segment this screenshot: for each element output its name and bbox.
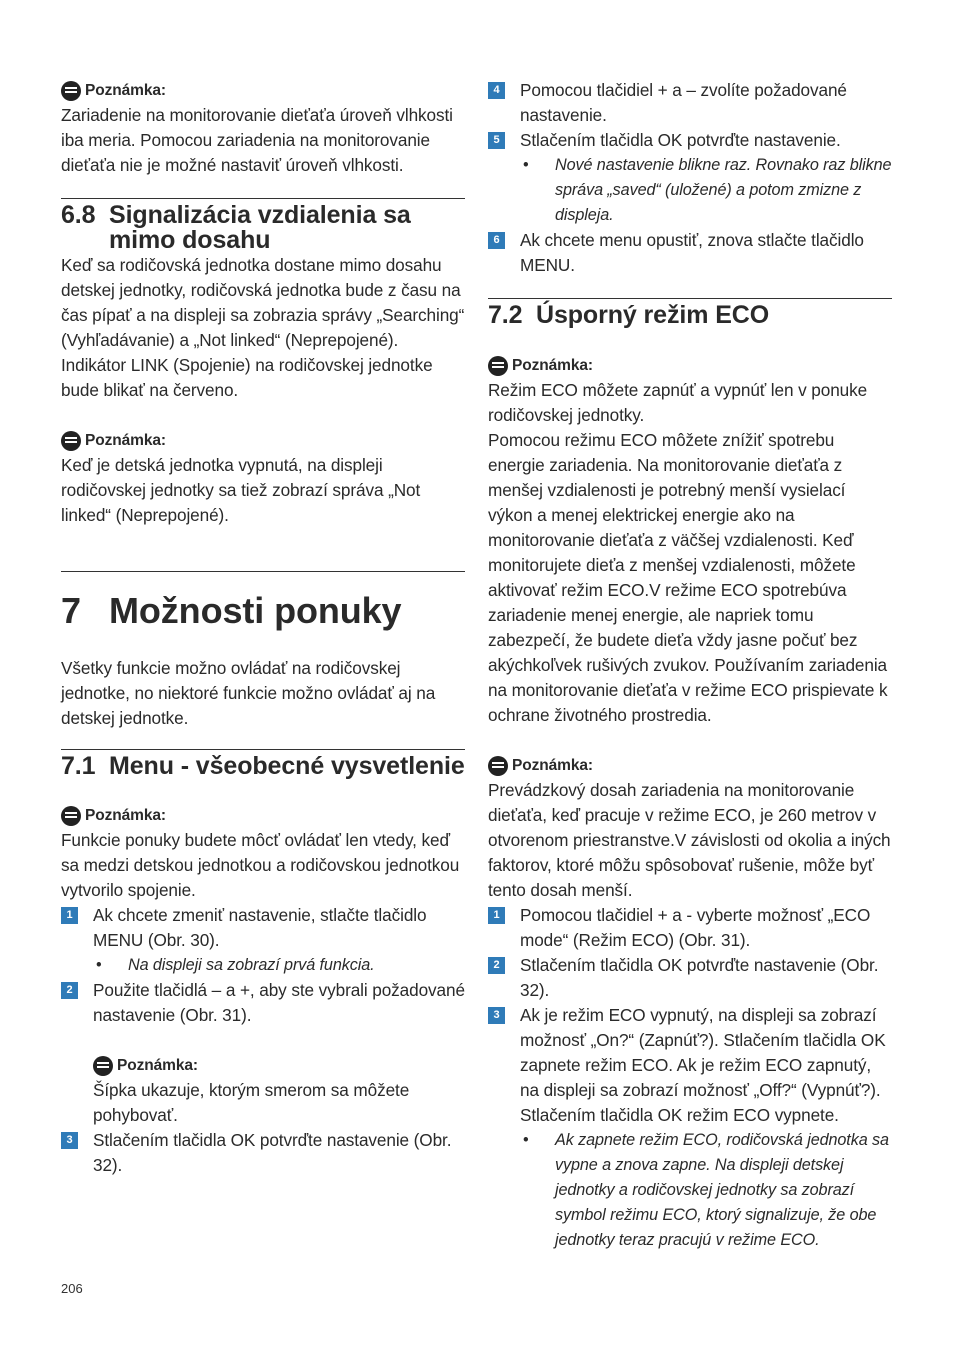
note-icon [61, 81, 81, 101]
section-heading-7-1 [61, 754, 465, 779]
step-number: 1 [61, 907, 78, 924]
step-number: 6 [488, 232, 505, 249]
note-text: Keď je detská jednotka vypnutá, na displeji rodičovskej jednotky sa tiež zobrazí správa „Not linked“ (Neprepojené). [61, 455, 421, 525]
section-title: Signalizácia vzdialenia sa mimo dosahu [109, 201, 411, 254]
note-text: Šípka ukazuje, ktorým smerom sa môžete pohybovať. [93, 1080, 410, 1125]
body-paragraph: Všetky funkcie možno ovládať na rodičovskej jednotke, no niektoré funkcie možno ovládať aj na detskej jednotke. [61, 658, 436, 728]
note-block [93, 1053, 465, 1128]
chapter-number: 7 [61, 590, 81, 631]
step-number: 5 [488, 132, 505, 149]
step-text: Ak chcete menu opustiť, znova stlačte tlačidlo MENU. [520, 230, 864, 275]
left-column [61, 78, 465, 1178]
note-heading [488, 353, 892, 378]
step-number: 3 [488, 1007, 505, 1024]
section-title: Úsporný režim ECO [536, 301, 770, 329]
bullet-dot: • [96, 956, 102, 974]
bullet-text: Ak zapnete režim ECO, rodičovská jednotka sa vypne a znova zapne. Na displeji detskej jednotky a rodičovskej jednotky sa zobrazí symbol režimu ECO, ktorý signalizuje, že obe jednotky teraz pracujú v režime ECO. [555, 1131, 889, 1249]
bullet-item [520, 153, 892, 228]
step-number: 1 [488, 907, 505, 924]
step-item [488, 953, 892, 1003]
bullet-text: Nové nastavenie blikne raz. Rovnako raz blikne správa „saved“ (uložené) a potom zmizne z displeja. [555, 156, 892, 224]
note-heading [61, 803, 465, 828]
note-icon [488, 756, 508, 776]
note-label: Poznámka: [512, 357, 593, 374]
note-text: Funkcie ponuky budete môcť ovládať len vtedy, keď sa medzi detskou jednotkou a rodičovskou jednotkou vytvorilo spojenie. [61, 830, 460, 900]
note-heading [61, 428, 465, 453]
note-label: Poznámka: [85, 82, 166, 99]
step-item [61, 1128, 465, 1178]
note-heading [488, 753, 892, 778]
chapter-heading-7 [61, 591, 465, 631]
chapter-divider [61, 571, 465, 572]
section-number: 7.1 [61, 752, 96, 780]
note-label: Poznámka: [117, 1057, 198, 1074]
section-divider [61, 749, 465, 750]
step-text: Pomocou tlačidiel + a – zvolíte požadované nastavenie. [520, 80, 847, 125]
step-text: Použite tlačidlá – a +, aby ste vybrali požadované nastavenie (Obr. 31). [93, 980, 465, 1025]
section-number: 6.8 [61, 201, 96, 229]
note-icon [61, 431, 81, 451]
note-icon [61, 806, 81, 826]
bullet-text: Na displeji sa zobrazí prvá funkcia. [128, 956, 375, 974]
note-label: Poznámka: [512, 757, 593, 774]
bullet-dot: • [523, 156, 529, 174]
note-text: Zariadenie na monitorovanie dieťaťa úroveň vlhkosti iba meria. Pomocou zariadenia na monitorovanie dieťaťa nie je možné nastaviť úroveň vlhkosti. [61, 105, 453, 175]
note-text: Prevádzkový dosah zariadenia na monitorovanie dieťaťa, keď pracuje v režime ECO, je 260 metrov v otvorenom priestranstve.V závislosti od okolia a iných faktorov, ktoré môžu spôsobovať rušenie, môže byť tento dosah menší. [488, 780, 891, 900]
step-text: Pomocou tlačidiel + a - vyberte možnosť „ECO mode“ (Režim ECO) (Obr. 31). [520, 905, 871, 950]
step-text: Stlačením tlačidla OK potvrďte nastavenie (Obr. 32). [520, 955, 879, 1000]
section-title: Menu - všeobecné vysvetlenie [109, 752, 465, 780]
note-text: Režim ECO môžete zapnúť a vypnúť len v ponuke rodičovskej jednotky. [488, 380, 868, 425]
bullet-item [520, 1128, 892, 1253]
page-number: 206 [61, 1281, 83, 1296]
section-divider [61, 198, 465, 199]
section-heading-6-8 [61, 203, 465, 253]
step-text: Stlačením tlačidla OK potvrďte nastavenie. [520, 130, 841, 150]
step-text: Ak chcete zmeniť nastavenie, stlačte tlačidlo MENU (Obr. 30). [93, 905, 427, 950]
step-item [488, 78, 892, 128]
step-item [61, 978, 465, 1028]
step-number: 4 [488, 82, 505, 99]
bullet-dot: • [523, 1131, 529, 1149]
step-item [488, 903, 892, 953]
step-text: Ak je režim ECO vypnutý, na displeji sa zobrazí možnosť „On?“ (Zapnúť?). Stlačením tlačidla OK zapnete režim ECO. Ak je režim ECO zapnutý, na displeji sa zobrazí možnosť „Off?“ (Vypnúť?). Stlačením tlačidla OK režim ECO vypnete. [520, 1005, 886, 1125]
step-number: 2 [488, 957, 505, 974]
note-heading [61, 78, 465, 103]
step-number: 3 [61, 1132, 78, 1149]
body-paragraph: Keď sa rodičovská jednotka dostane mimo dosahu detskej jednotky, rodičovská jednotka bude z času na čas pípať a na displeji sa zobrazia správy „Searching“ (Vyhľadávanie) a „Not linked“ (Neprepojené). Indikátor LINK (Spojenie) na rodičovskej jednotke bude blikať na červeno. [61, 255, 465, 400]
note-text: Pomocou režimu ECO môžete znížiť spotrebu energie zariadenia. Na monitorovanie dieťaťa z menšej vzdialenosti je potrebný menší vysielací výkon a menej elektrickej energie ako na monitorovanie dieťaťa z väčšej vzdialenosti. Keď monitorujete dieťa z menšej vzdialenosti, môžete aktivovať režim ECO.V režime ECO spotrebúva zariadenie menej energie, ale napriek tomu zabezpečí, že budete dieťa vždy jasne počuť bez akýchkoľvek rušivých zvukov. Používaním zariadenia na monitorovanie dieťaťa v režime ECO prispievate k ochrane životného prostredia. [488, 430, 888, 725]
step-item [61, 903, 465, 953]
right-column [488, 78, 892, 1253]
step-number: 2 [61, 982, 78, 999]
chapter-title: Možnosti ponuky [109, 590, 402, 631]
note-icon [488, 356, 508, 376]
step-item [488, 1003, 892, 1128]
section-heading-7-2 [488, 303, 892, 328]
note-label: Poznámka: [85, 432, 166, 449]
bullet-item [93, 953, 465, 978]
step-item [488, 128, 892, 153]
note-icon [93, 1056, 113, 1076]
section-divider [488, 298, 892, 299]
note-label: Poznámka: [85, 807, 166, 824]
step-item [488, 228, 892, 278]
note-heading [93, 1053, 465, 1078]
step-text: Stlačením tlačidla OK potvrďte nastavenie (Obr. 32). [93, 1130, 452, 1175]
section-number: 7.2 [488, 301, 523, 329]
